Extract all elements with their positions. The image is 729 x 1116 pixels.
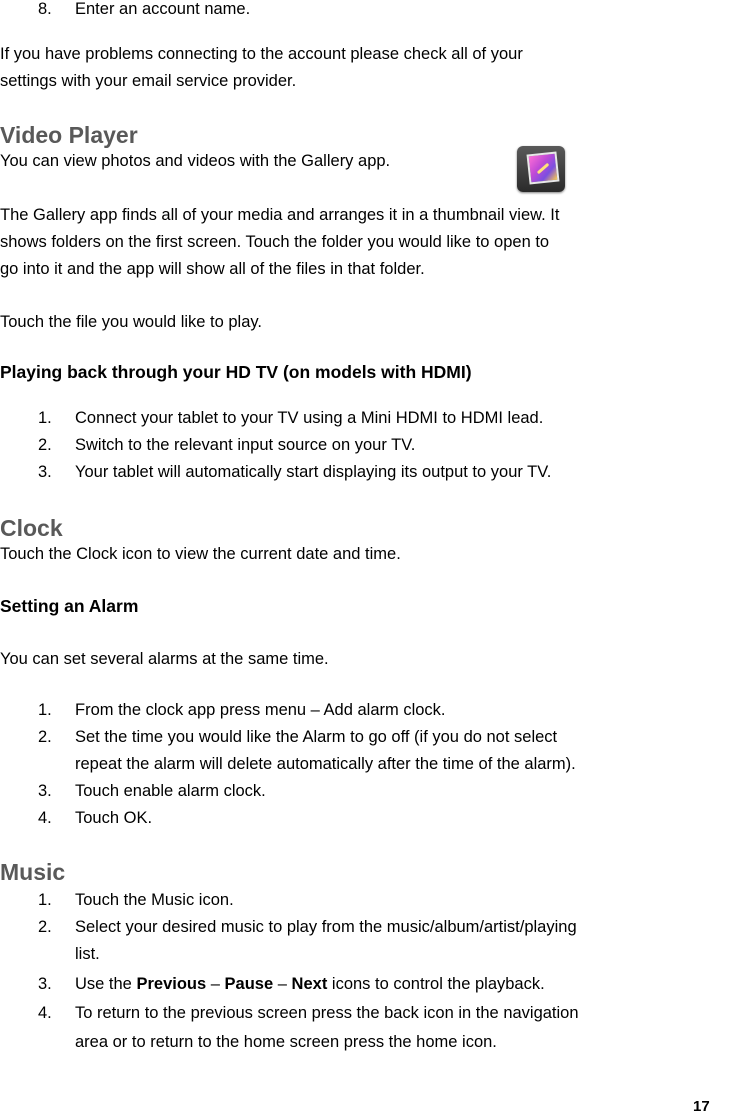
bold-previous: Previous: [136, 975, 207, 993]
list-number: 4.: [38, 809, 52, 827]
list-text-rich: [75, 971, 545, 998]
list-number: 8.: [38, 0, 52, 18]
dash: –: [210, 975, 220, 993]
text-run: icons to control the playback.: [331, 975, 545, 993]
subheading-hdmi: Playing back through your HD TV (on models with HDMI): [0, 362, 472, 382]
list-text: To return to the previous screen press the back icon in the navigation: [75, 1004, 579, 1022]
list-text: Touch the Music icon.: [75, 891, 234, 909]
gallery-app-icon: [517, 146, 565, 192]
paragraph: You can view photos and videos with the Gallery app.: [0, 152, 391, 170]
list-text: Connect your tablet to your TV using a Mini HDMI to HDMI lead.: [75, 409, 544, 427]
paragraph: Touch the file you would like to play.: [0, 313, 263, 331]
paragraph: You can set several alarms at the same time.: [0, 650, 329, 668]
list-number: 4.: [38, 1004, 52, 1022]
paragraph: go into it and the app will show all of the files in that folder.: [0, 260, 425, 278]
list-number: 3.: [38, 463, 52, 481]
list-text: Switch to the relevant input source on your TV.: [75, 436, 416, 454]
list-text: area or to return to the home screen press the home icon.: [75, 1033, 497, 1051]
paragraph: The Gallery app finds all of your media and arranges it in a thumbnail view. It: [0, 206, 560, 224]
list-number: 2.: [38, 728, 52, 746]
bold-next: Next: [291, 975, 328, 993]
list-number: 2.: [38, 918, 52, 936]
picture-frame-icon: [527, 152, 560, 185]
paragraph: settings with your email service provider.: [0, 72, 297, 90]
list-text: repeat the alarm will delete automatically after the time of the alarm).: [75, 755, 576, 773]
list-number: 3.: [38, 782, 52, 800]
list-text: From the clock app press menu – Add alarm clock.: [75, 701, 446, 719]
page-number: 17: [693, 1098, 710, 1115]
list-number: 1.: [38, 701, 52, 719]
subheading-setting-alarm: Setting an Alarm: [0, 596, 139, 616]
text-run: Use the: [75, 975, 132, 993]
list-number: 2.: [38, 436, 52, 454]
paragraph: shows folders on the first screen. Touch the folder you would like to open to: [0, 233, 550, 251]
section-heading-music: Music: [0, 859, 66, 885]
dash: –: [277, 975, 287, 993]
section-heading-clock: Clock: [0, 515, 63, 541]
list-text: Your tablet will automatically start displaying its output to your TV.: [75, 463, 552, 481]
bold-pause: Pause: [224, 975, 274, 993]
section-heading-video-player: Video Player: [0, 122, 138, 148]
list-text: Set the time you would like the Alarm to go off (if you do not select: [75, 728, 558, 746]
list-number: 1.: [38, 409, 52, 427]
list-text: list.: [75, 945, 100, 963]
list-number: 1.: [38, 891, 52, 909]
list-text: Touch OK.: [75, 809, 153, 827]
list-text: Select your desired music to play from the music/album/artist/playing: [75, 918, 577, 936]
list-text: Touch enable alarm clock.: [75, 782, 266, 800]
paragraph: Touch the Clock icon to view the current date and time.: [0, 545, 401, 563]
list-text: Enter an account name.: [75, 0, 251, 18]
paragraph: If you have problems connecting to the account please check all of your: [0, 45, 523, 63]
list-number: 3.: [38, 975, 52, 993]
